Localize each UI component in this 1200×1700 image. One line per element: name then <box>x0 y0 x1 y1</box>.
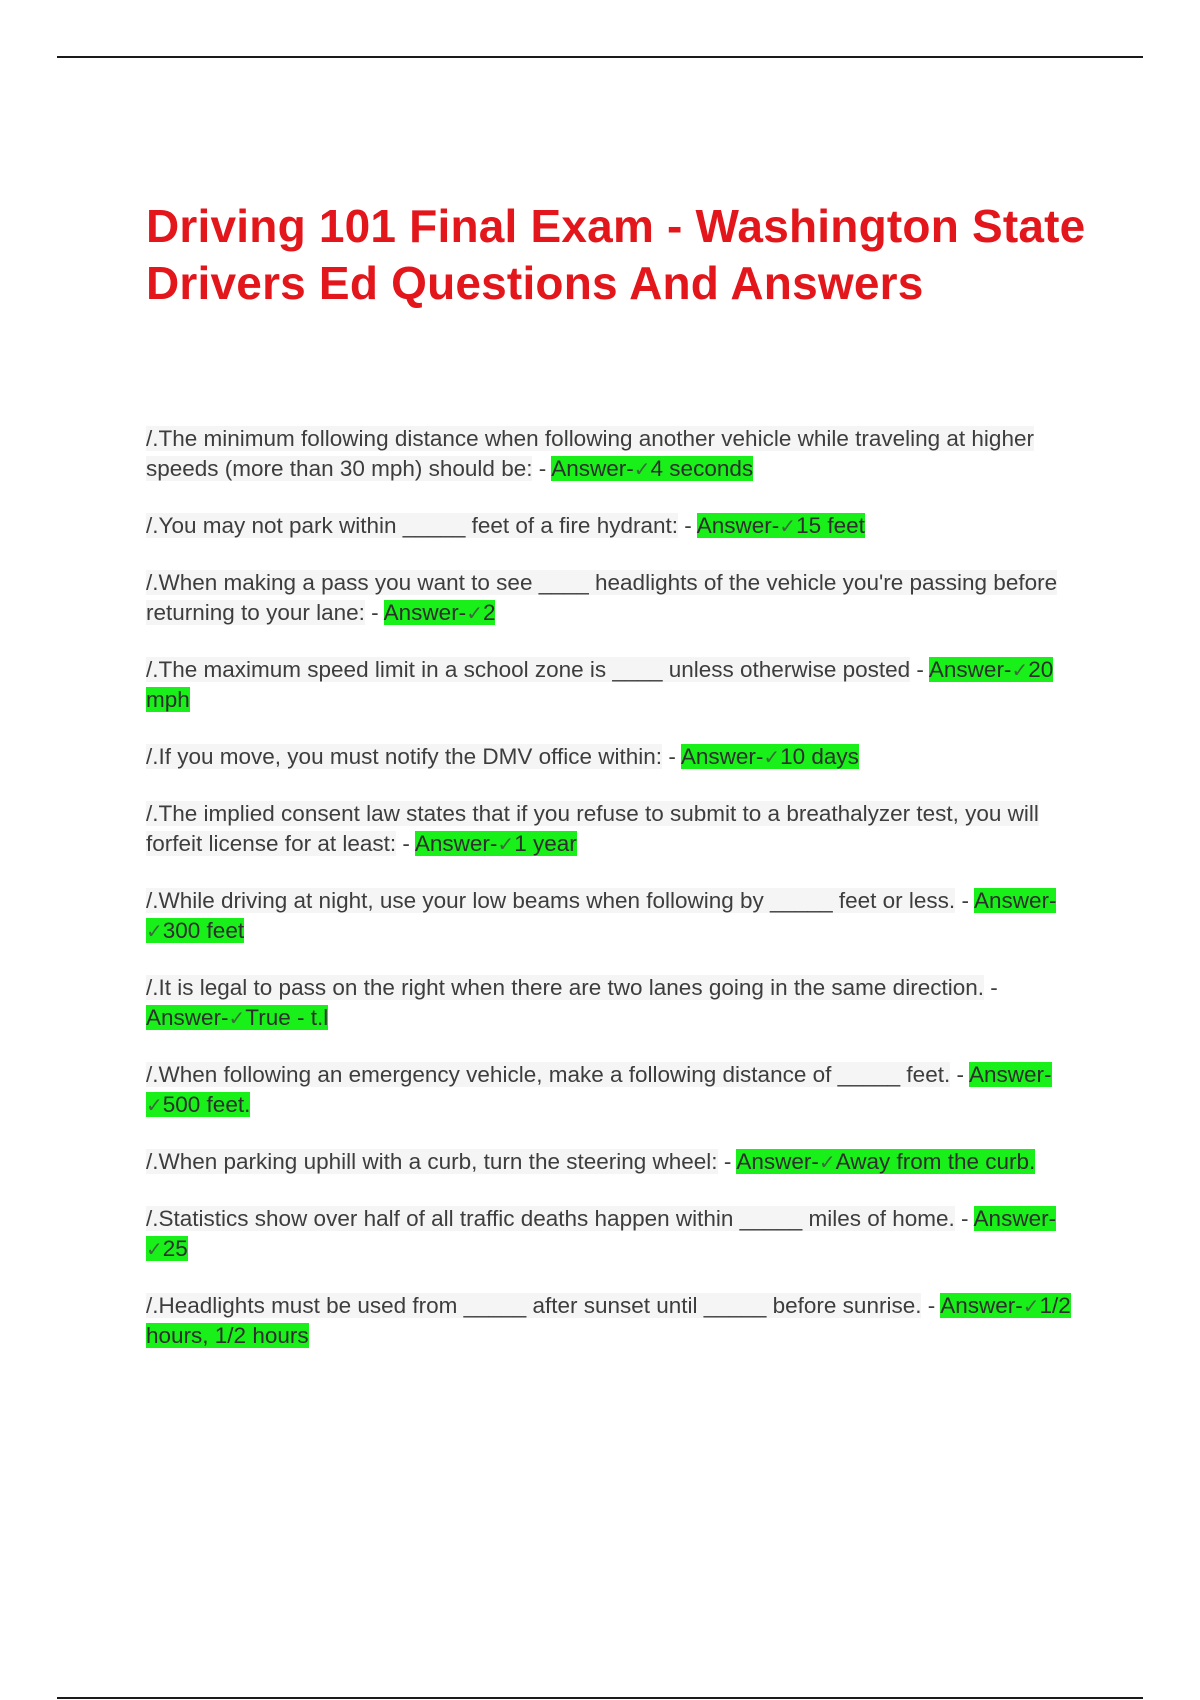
qa-item-1 <box>146 424 1076 484</box>
question-text: /.You may not park within _____ feet of a fire hydrant: <box>146 513 678 538</box>
separator: - <box>678 513 697 538</box>
separator: - <box>954 1206 974 1231</box>
separator: - <box>950 1062 969 1087</box>
check-icon: ✓ <box>1022 1294 1040 1318</box>
answer-prefix: Answer- <box>973 888 1057 913</box>
qa-item-10 <box>146 1147 1076 1177</box>
answer-text: 10 days <box>780 744 859 769</box>
qa-list <box>146 424 1076 1378</box>
answer-prefix: Answer- <box>680 744 764 769</box>
separator: - <box>921 1293 941 1318</box>
check-icon: ✓ <box>466 601 483 625</box>
check-icon: ✓ <box>146 1237 163 1261</box>
answer-prefix: Answer- <box>383 600 467 625</box>
check-icon: ✓ <box>497 832 515 856</box>
separator: - <box>532 456 552 481</box>
qa-item-6 <box>146 799 1076 859</box>
answer-text: 4 seconds <box>650 456 754 481</box>
answer-prefix: Answer- <box>940 1293 1023 1318</box>
answer-text: 1 year <box>514 831 577 856</box>
answer-prefix: Answer- <box>146 1005 229 1030</box>
qa-item-12 <box>146 1291 1076 1351</box>
check-icon: ✓ <box>763 745 781 769</box>
check-icon: ✓ <box>779 514 797 538</box>
separator: - <box>662 744 681 769</box>
answer-highlight <box>146 1005 328 1030</box>
answer-prefix: Answer- <box>736 1149 819 1174</box>
question-text: /.Statistics show over half of all traffic deaths happen within _____ miles of home. <box>146 1206 955 1231</box>
question-text: /.When following an emergency vehicle, make a following distance of _____ feet. <box>146 1062 951 1087</box>
qa-item-11 <box>146 1204 1076 1264</box>
top-rule <box>57 56 1143 58</box>
bottom-rule <box>57 1697 1143 1699</box>
qa-item-8 <box>146 973 1076 1033</box>
answer-text: 15 feet <box>796 513 865 538</box>
question-text: /.The minimum following distance when following another vehicle while traveling at higher speeds (more than 30 mph) should be: <box>146 426 1034 481</box>
answer-prefix: Answer- <box>968 1062 1052 1087</box>
check-icon: ✓ <box>146 919 163 943</box>
question-text: /.When parking uphill with a curb, turn the steering wheel: <box>146 1149 718 1174</box>
answer-highlight <box>551 456 753 481</box>
answer-text: 2 <box>482 600 496 625</box>
qa-item-3 <box>146 568 1076 628</box>
answer-highlight <box>736 1149 1035 1174</box>
answer-text: True - t.l <box>245 1005 329 1030</box>
answer-prefix: Answer- <box>414 831 498 856</box>
answer-prefix: Answer- <box>551 456 634 481</box>
question-text: /.The maximum speed limit in a school zone is ____ unless otherwise posted <box>146 657 911 682</box>
answer-text: 300 feet <box>162 918 245 943</box>
qa-item-7 <box>146 886 1076 946</box>
check-icon: ✓ <box>146 1093 163 1117</box>
separator: - <box>983 975 998 1000</box>
question-text: /.When making a pass you want to see ____ headlights of the vehicle you're passing before returning to your lane: <box>146 570 1058 625</box>
separator: - <box>364 600 384 625</box>
qa-item-2 <box>146 511 1076 541</box>
answer-highlight <box>681 744 859 769</box>
answer-prefix: Answer- <box>973 1206 1057 1231</box>
answer-text: 20 mph <box>146 657 1054 712</box>
answer-highlight <box>697 513 865 538</box>
check-icon: ✓ <box>1011 658 1029 682</box>
answer-text: 1/2 hours, 1/2 hours <box>146 1293 1071 1348</box>
answer-highlight <box>384 600 496 625</box>
separator: - <box>717 1149 737 1174</box>
answer-text: 25 <box>162 1236 188 1261</box>
document-title: Driving 101 Final Exam - Washington State Drivers Ed Questions And Answers <box>146 200 1086 309</box>
answer-text: 500 feet. <box>162 1092 251 1117</box>
question-text: /.While driving at night, use your low beams when following by _____ feet or less. <box>146 888 956 913</box>
separator: - <box>955 888 974 913</box>
check-icon: ✓ <box>228 1006 246 1030</box>
question-text: /.If you move, you must notify the DMV office within: <box>146 744 663 769</box>
answer-prefix: Answer- <box>696 513 780 538</box>
qa-item-4 <box>146 655 1076 715</box>
answer-highlight <box>415 831 577 856</box>
separator: - <box>910 657 929 682</box>
qa-item-5 <box>146 742 1076 772</box>
check-icon: ✓ <box>818 1150 836 1174</box>
question-text: /.The implied consent law states that if you refuse to submit to a breathalyzer test, you will forfeit license for at least: <box>146 801 1039 856</box>
check-icon: ✓ <box>633 457 651 481</box>
question-text: /.It is legal to pass on the right when there are two lanes going in the same direction. <box>146 975 984 1000</box>
qa-item-9 <box>146 1060 1076 1120</box>
separator: - <box>396 831 415 856</box>
question-text: /.Headlights must be used from _____ after sunset until _____ before sunrise. <box>146 1293 922 1318</box>
answer-text: Away from the curb. <box>835 1149 1036 1174</box>
answer-prefix: Answer- <box>928 657 1012 682</box>
